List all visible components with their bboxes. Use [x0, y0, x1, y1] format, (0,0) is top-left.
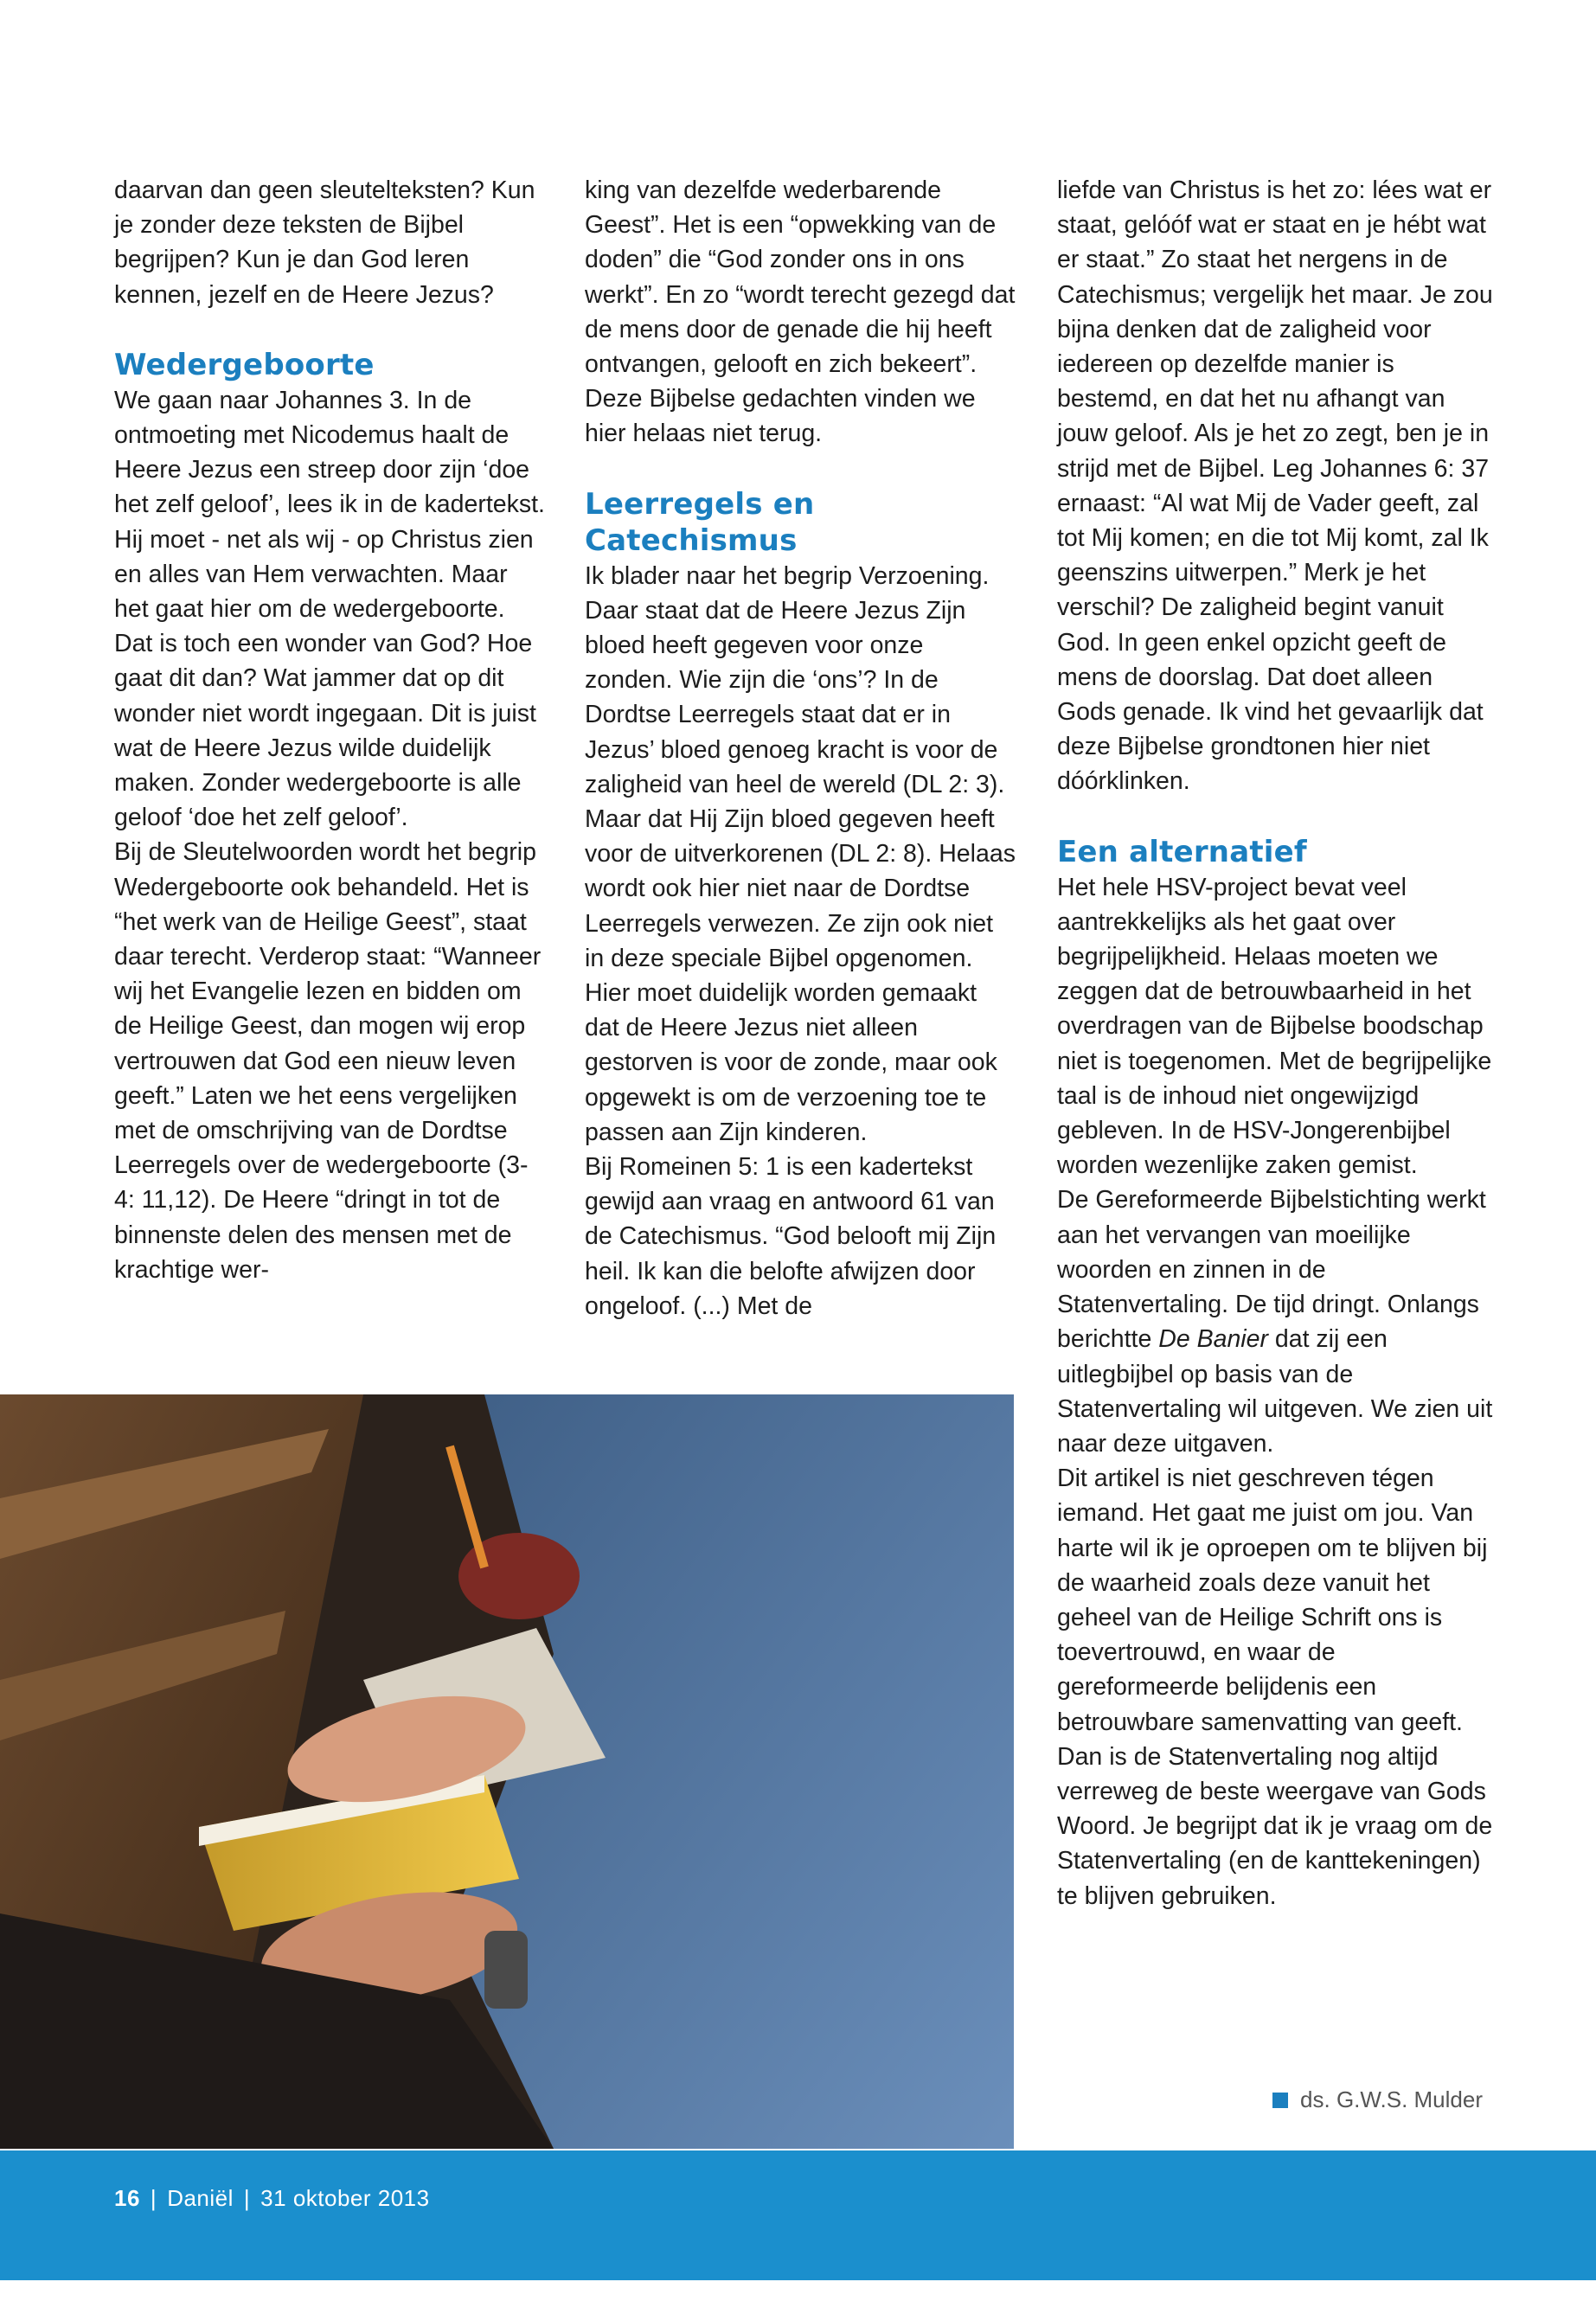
publication-title: De Banier: [1158, 1325, 1268, 1354]
footer-text: 16 | Daniël | 31 oktober 2013: [114, 2185, 430, 2211]
paragraph: [1057, 1183, 1498, 1461]
paragraph: We gaan naar Johannes 3. In de ontmoeting met Nicodemus haalt de Heere Jezus een streep door zijn ‘doe het zelf geloof’, lees ik in de kadertekst. Hij moet - net als wij - op Christus zien en alles van Hem verwachten. Maar het gaat hier om de wedergeboorte. Dat is toch een wonder van God? Hoe gaat dit dan? Wat jammer dat op dit wonder niet wordt ingegaan. Dit is juist wat de Heere Jezus wilde duidelijk maken. Zonder wedergeboorte is alle geloof ‘doe het zelf geloof’.: [114, 386, 545, 832]
article-column-1: [114, 173, 547, 1287]
paragraph: Bij Romeinen 5: 1 is een kadertekst gewijd aan vraag en antwoord 61 van de Catechismus. “God belooft mij Zijn heil. Ik kan die belofte afwijzen door ongeloof. (...) Met de: [585, 1153, 997, 1320]
paragraph: Ik blader naar het begrip Verzoening. Daar staat dat de Heere Jezus Zijn bloed heeft gegeven voor onze zonden. Wie zijn die ‘ons’? In de Dordtse Leerregels staat dat er in Jezus’ bloed genoeg kracht is voor de zaligheid van heel de wereld (DL 2: 3). Maar dat Hij Zijn bloed gegeven heeft voor de uitverkorenen (DL 2: 8). Helaas wordt ook hier niet naar de Dordtse Leerregels verwezen. Ze zijn ook niet in deze speciale Bijbel opgenomen. Hier moet duidelijk worden gemaakt dat de Heere Jezus niet alleen gestorven is voor de zonde, maar ook opgewekt is om de verzoening toe te passen aan Zijn kinderen.: [585, 561, 1016, 1146]
author-name: ds. G.W.S. Mulder: [1300, 2086, 1483, 2112]
paragraph: Het hele HSV-project bevat veel aantrekkelijks als het gaat over begrijpelijkheid. Helaas moeten we zeggen dat de betrouwbaarheid in het overdragen van de Bijbelse boodschap niet is toegenomen. Met de begrijpelijke taal is de inhoud niet ongewijzigd gebleven. In de HSV-Jongerenbijbel worden wezenlijke zaken gemist.: [1057, 873, 1492, 1180]
issue-date: 31 oktober 2013: [260, 2185, 430, 2211]
section-heading-alternatief: Een alternatief: [1057, 834, 1307, 869]
square-bullet-icon: [1272, 2093, 1288, 2108]
text-span: dat zij een uitlegbijbel op basis van de Statenvertaling wil uitgeven. We zien uit naar deze uitgaven.: [1057, 1325, 1493, 1458]
section-heading-leerregels: Leerregels en Catechismus: [585, 486, 815, 558]
article-column-2: [585, 173, 1017, 1324]
page-footer: [0, 2150, 1596, 2280]
page-number: 16: [114, 2185, 140, 2211]
photo-illustration: [0, 1394, 1014, 2149]
paragraph: daarvan dan geen sleutelteksten? Kun je zonder deze teksten de Bijbel begrijpen? Kun je dan God leren kennen, jezelf en de Heere Jezus?: [114, 176, 535, 309]
section-heading-wedergeboorte: Wedergeboorte: [114, 347, 375, 382]
bible-reading-photo: [0, 1394, 1014, 2149]
paragraph: Dit artikel is niet geschreven tégen iemand. Het gaat me juist om jou. Van harte wil ik je oproepen om te blijven bij de waarheid zoals deze vanuit het geheel van de Heilige Schrift ons is toevertrouwd, en waar de gereformeerde belijdenis een betrouwbare samenvatting van geeft. Dan is de Statenvertaling nog altijd verreweg de beste weergave van Gods Woord. Je begrijpt dat ik je vraag om de Statenvertaling (en de kanttekeningen) te blijven gebruiken.: [1057, 1465, 1493, 1910]
author-credit: [1272, 2086, 1483, 2113]
paragraph: Bij de Sleutelwoorden wordt het begrip Wedergeboorte ook behandeld. Het is “het werk van de Heilige Geest”, staat daar terecht. Verderop staat: “Wanneer wij het Evangelie lezen en bidden om de Heilige Geest, dan mogen wij erop vertrouwen dat God een nieuw leven geeft.” Laten we het eens vergelijken met de omschrijving van de Dordtse Leerregels over de wedergeboorte (3-4: 11,12). De Heere “dringt in tot de binnenste delen des mensen met de krachtige wer-: [114, 838, 542, 1284]
text-span: De Gereformeerde Bijbelstichting werkt aan het vervangen van moeilijke woorden en zinnen in de Statenvertaling. De tijd dringt. Onlangs berichtte: [1057, 1186, 1486, 1354]
paragraph: liefde van Christus is het zo: lées wat er staat, gelóóf wat er staat en je hébt wat er staat.” Zo staat het nergens in de Catechismus; vergelijk het maar. Je zou bijna denken dat de zaligheid voor iedereen op dezelfde manier is bestemd, en dat het nu afhangt van jouw geloof. Als je het zo zegt, ben je in strijd met de Bijbel. Leg Johannes 6: 37 ernaast: “Al wat Mij de Vader geeft, zal tot Mij komen; en die tot Mij komt, zal Ik geenszins uitwerpen.” Merk je het verschil? De zaligheid begint vanuit God. In geen enkel opzicht geeft de mens de doorslag. Dat doet alleen Gods genade. Ik vind het gevaarlijk dat deze Bijbelse grondtonen hier niet dóórklinken.: [1057, 176, 1493, 796]
paragraph: king van dezelfde wederbarende Geest”. Het is een “opwekking van de doden” die “God zonder ons in ons werkt”. En zo “wordt terecht gezegd dat de mens door de genade die hij heeft ontvangen, gelooft en zich bekeert”. Deze Bijbelse gedachten vinden we hier helaas niet terug.: [585, 176, 1016, 448]
article-column-3: [1057, 173, 1498, 1913]
magazine-name: Daniël: [167, 2185, 234, 2211]
